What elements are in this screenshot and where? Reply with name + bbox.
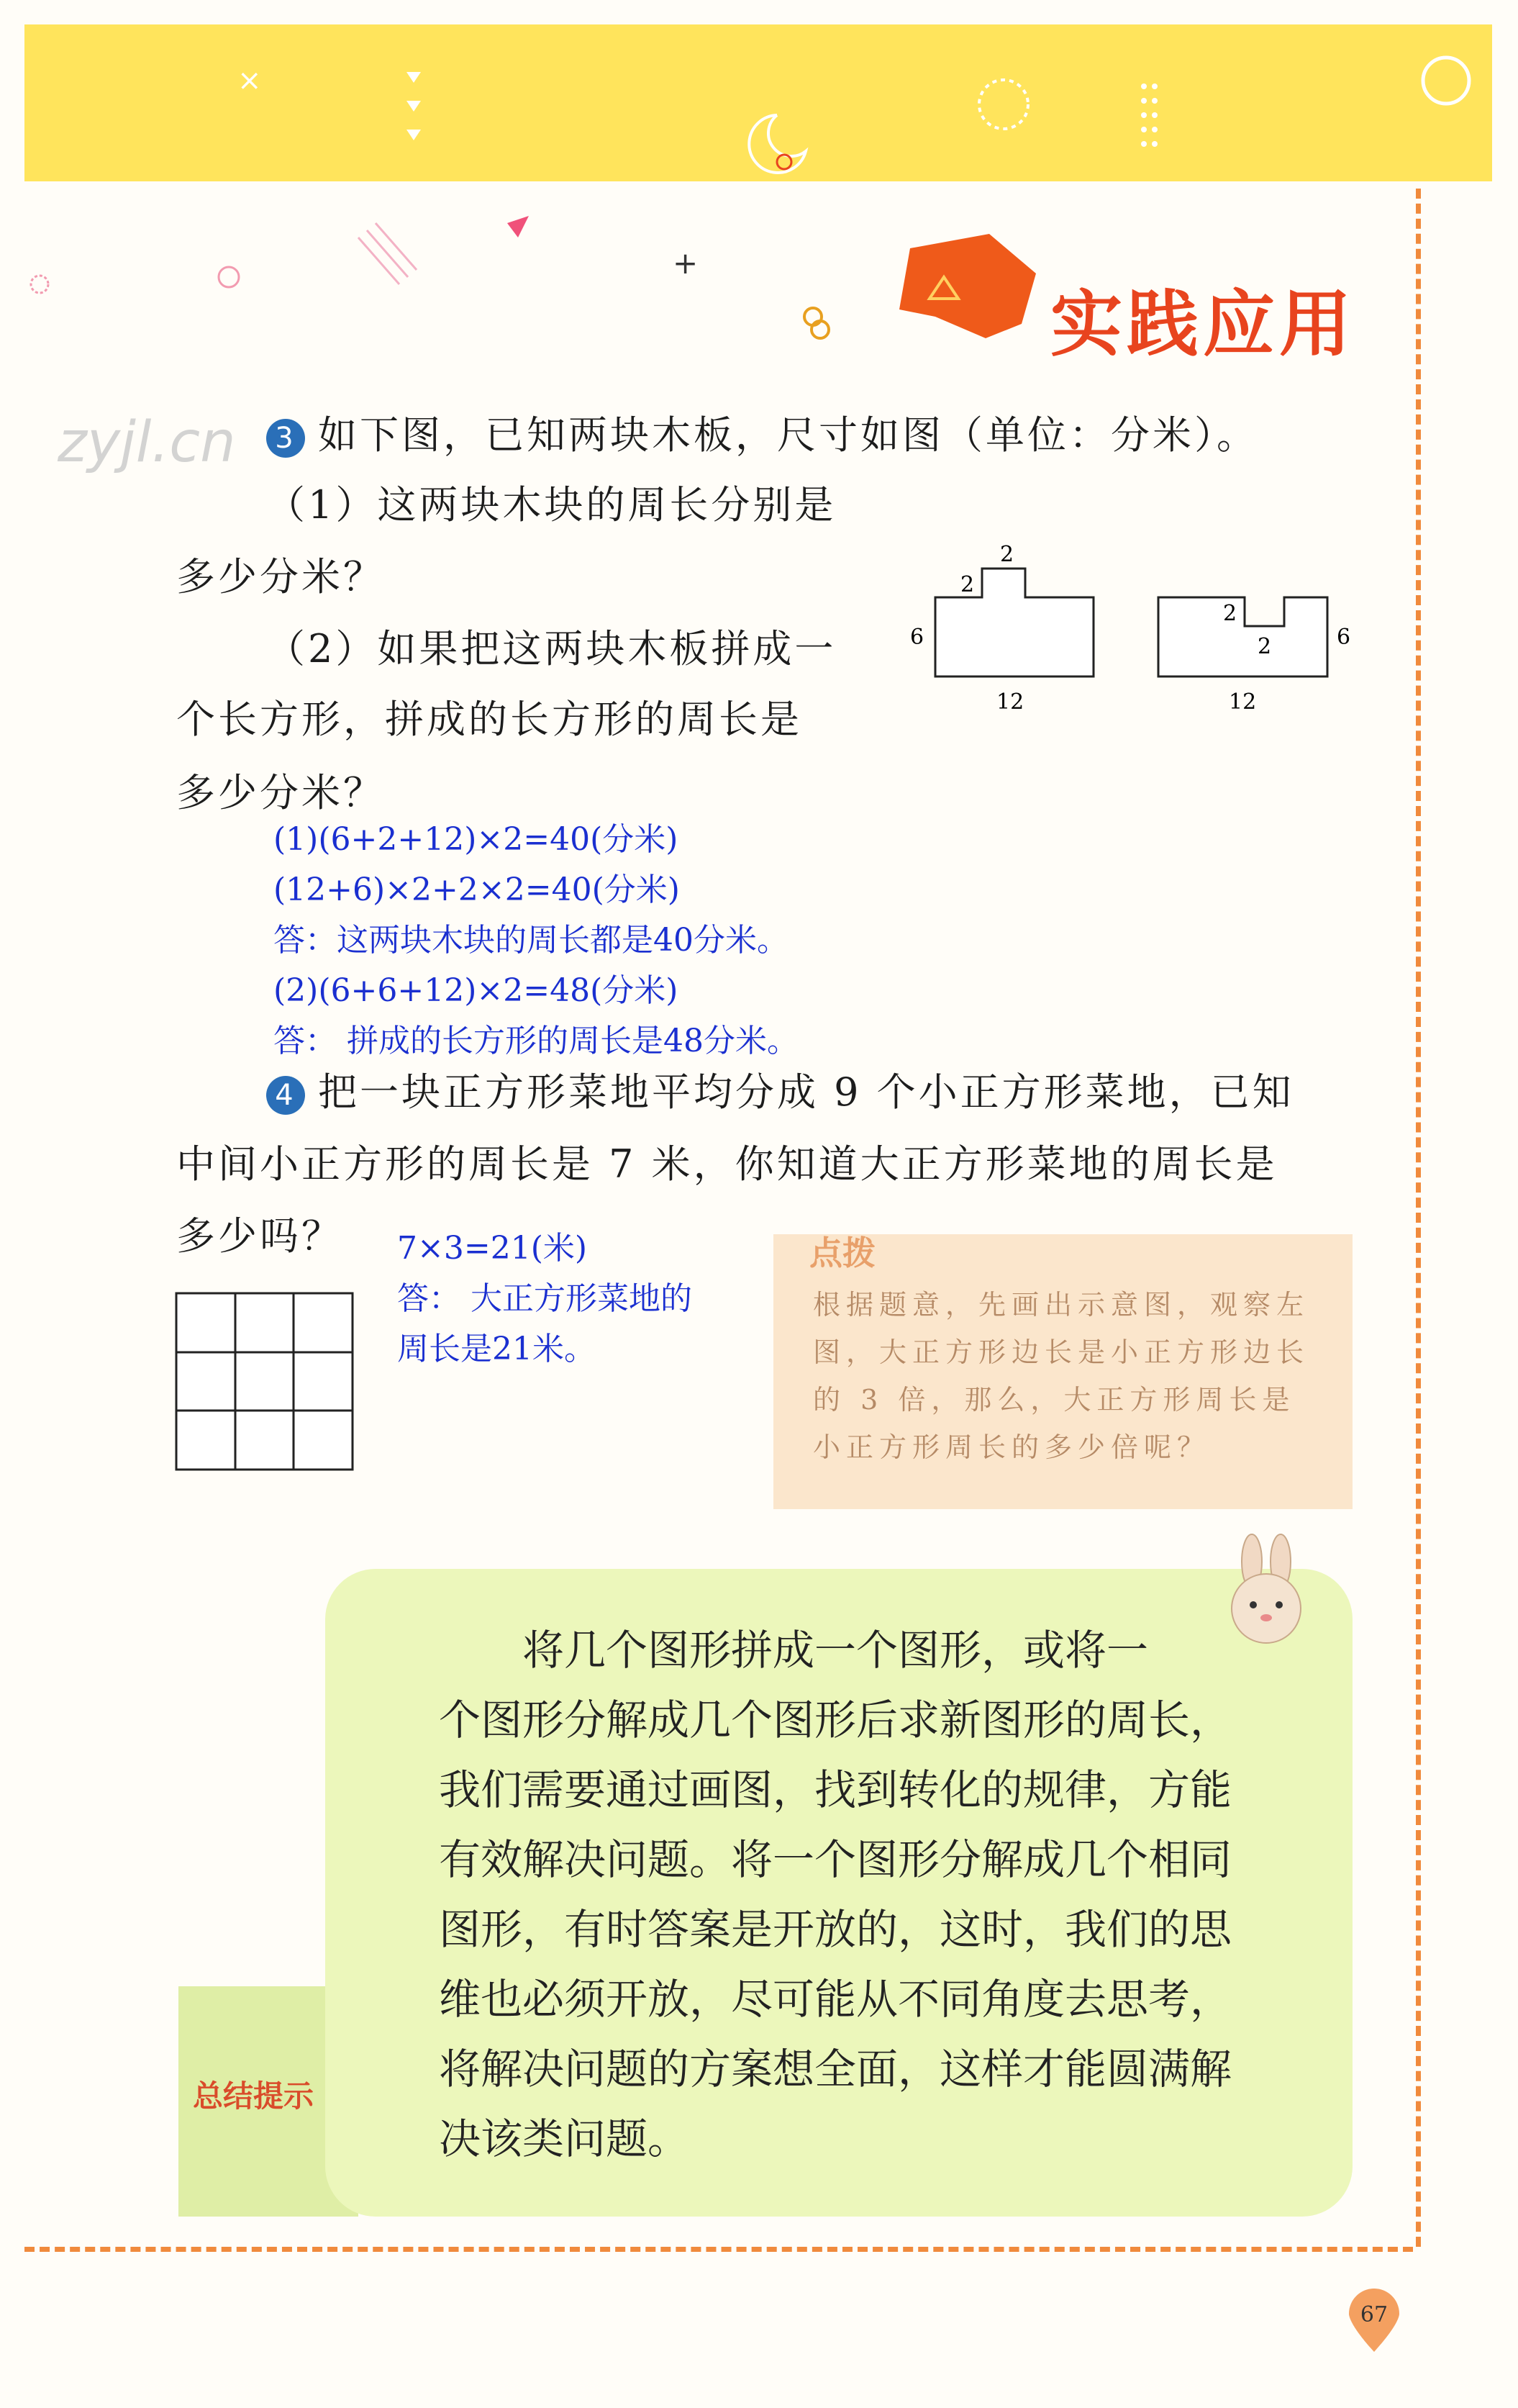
board-left-step-label: 2 [960, 572, 975, 597]
q3-part1-line2: 多少分米？ [176, 554, 385, 599]
q3-part1-line1: （1）这两块木块的周长分别是 [266, 482, 837, 528]
board-left-height-label: 6 [910, 625, 924, 650]
title-badge-shape [899, 234, 1036, 338]
plus-icon: + [673, 245, 699, 281]
q3-answer-5: 答： 拼成的长方形的周长是48分米。 [273, 1023, 799, 1059]
board-right-height-label: 6 [1337, 625, 1351, 650]
q4-line1: 把一块正方形菜地平均分成 9 个小正方形菜地，已知 [318, 1069, 1294, 1115]
q4-answer-1: 7×3=21(米) [397, 1230, 588, 1267]
q3-part2-line3: 多少分米？ [176, 770, 385, 815]
summary-line: 图形，有时答案是开放的，这时，我们的思 [439, 1905, 1232, 1954]
board-left-shape [935, 569, 1094, 676]
section-title: 实践应用 [1050, 282, 1355, 366]
dashed-border-right [1416, 189, 1421, 2247]
svg-text:×: × [237, 64, 262, 97]
q4-line2: 中间小正方形的周长是 7 米，你知道大正方形菜地的周长是 [176, 1141, 1278, 1187]
small-ring-icon [777, 155, 791, 169]
dashed-border-bottom [24, 2247, 1413, 2252]
q4-line1-row [266, 1056, 1294, 1128]
pink-triangle-icon [507, 216, 529, 237]
dotted-circle-icon [979, 80, 1028, 129]
summary-tag: 总结提示 [193, 2078, 314, 2114]
pink-circle-icon [219, 267, 239, 287]
q3-answer-1: (1)(6+2+12)×2=40(分米) [273, 821, 678, 858]
q3-part2-line1: （2）如果把这两块木板拼成一 [266, 626, 837, 671]
q3-stem-row [266, 399, 1258, 471]
board-left-top-label: 2 [1000, 542, 1014, 567]
dot-grid-icon [1141, 83, 1158, 147]
summary-line: 决该类问题。 [439, 2114, 690, 2163]
board-right-notch-height-label: 2 [1223, 601, 1237, 626]
q3-stem: 如下图，已知两块木板，尺寸如图（单位：分米）。 [318, 412, 1258, 458]
q3-number-badge: 3 [266, 419, 305, 458]
summary-line: 我们需要通过画图，找到转化的规律，方能 [439, 1765, 1232, 1814]
q3-answer-4: (2)(6+6+12)×2=48(分米) [273, 972, 678, 1009]
circle-icon [1423, 58, 1469, 104]
q4-number-badge: 4 [266, 1076, 305, 1115]
summary-line: 将解决问题的方案想全面，这样才能圆满解 [439, 2045, 1232, 2094]
summary-line: 个图形分解成几个图形后求新图形的周长， [439, 1696, 1232, 1744]
q3-answer-2: (12+6)×2+2×2=40(分米) [273, 872, 680, 908]
summary-line: 维也必须开放，尽可能从不同角度去思考， [439, 1975, 1232, 2024]
board-right-shape [1158, 597, 1327, 676]
summary-text [439, 1616, 1317, 2174]
hint-title: 点拨 [809, 1234, 876, 1272]
q4-line3: 多少吗？ [176, 1213, 343, 1259]
q4-answer-3: 周长是21米。 [397, 1331, 596, 1367]
cross-icon [237, 64, 262, 97]
q3-part2-line2: 个长方形，拼成的长方形的周长是 [176, 697, 802, 742]
summary-line: 有效解决问题。将一个图形分解成几个相同 [439, 1835, 1232, 1884]
page-number-badge [1345, 2289, 1403, 2353]
page-number: 67 [1360, 2302, 1389, 2327]
hint-body: 根据题意，先画出示意图，观察左图，大正方形边长是小正方形边长的 3 倍，那么，大正方形周长是小正方形周长的多少倍呢？ [813, 1289, 1310, 1463]
board-right-notch-width-label: 2 [1258, 634, 1272, 659]
q3-figure [892, 525, 1367, 720]
q3-answer-3: 答：这两块木块的周长都是40分米。 [273, 922, 788, 959]
board-left-width-label: 12 [996, 689, 1024, 715]
q4-answer-2: 答： 大正方形菜地的 [397, 1280, 692, 1317]
pink-ring-icon [31, 276, 48, 293]
q4-grid-figure [175, 1292, 358, 1475]
board-right-width-label: 12 [1229, 689, 1257, 715]
watermark: zyjl.cn [58, 410, 236, 475]
summary-line: 将几个图形拼成一个图形，或将一 [522, 1626, 1149, 1675]
triangle-icons [406, 72, 421, 140]
